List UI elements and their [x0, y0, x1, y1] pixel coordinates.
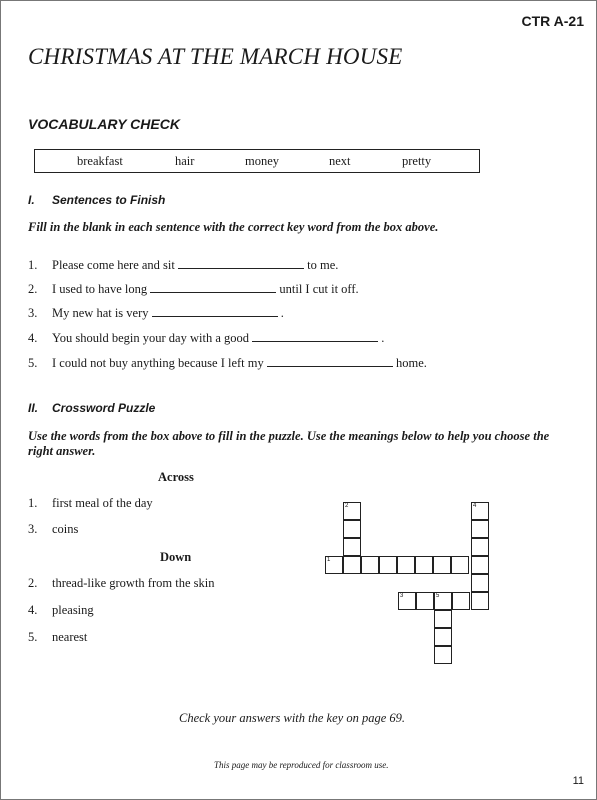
- sentence-item: [28, 331, 384, 346]
- section-2-number: II.: [28, 401, 39, 415]
- item-number: 1.: [28, 258, 38, 272]
- section-1-title: Sentences to Finish: [52, 193, 166, 207]
- clue-item: [28, 603, 94, 618]
- clue-item: [28, 630, 87, 645]
- clue-number: 4.: [28, 603, 38, 617]
- crossword-cell[interactable]: [343, 520, 361, 538]
- sentence-text: You should begin your day with a good: [52, 331, 249, 345]
- crossword-cell[interactable]: [361, 556, 379, 574]
- sentence-text: I could not buy anything because I left my: [52, 356, 264, 370]
- crossword-cell[interactable]: [416, 592, 434, 610]
- cell-clue-number: 4: [473, 503, 477, 509]
- crossword-cell[interactable]: [325, 556, 343, 574]
- clue-text: nearest: [52, 630, 88, 644]
- crossword-cell[interactable]: [452, 592, 470, 610]
- answer-blank[interactable]: [252, 331, 378, 342]
- vocabulary-heading: VOCABULARY CHECK: [28, 116, 180, 132]
- crossword-cell[interactable]: [471, 556, 489, 574]
- across-heading: Across: [158, 470, 194, 484]
- clue-number: 3.: [28, 522, 38, 536]
- answer-blank[interactable]: [178, 258, 304, 269]
- crossword-cell[interactable]: [343, 538, 361, 556]
- sentence-item: [28, 258, 338, 273]
- item-number: 3.: [28, 306, 38, 320]
- clue-item: [28, 496, 153, 511]
- sentence-text: My new hat is very: [52, 306, 149, 320]
- section-2-instructions-line-1: Use the words from the box above to fill in the puzzle. Use the meanings below to help you choose the: [28, 429, 550, 443]
- clue-text: thread-like growth from the skin: [52, 576, 215, 590]
- crossword-cell[interactable]: [434, 628, 452, 646]
- section-1-number: I.: [28, 193, 35, 207]
- item-number: 4.: [28, 331, 38, 345]
- clue-number: 1.: [28, 496, 38, 510]
- section-2-heading: [28, 401, 155, 415]
- answer-blank[interactable]: [150, 282, 276, 293]
- crossword-cell[interactable]: [398, 592, 416, 610]
- sentence-text: I used to have long: [52, 282, 148, 296]
- crossword-cell[interactable]: [343, 502, 361, 520]
- clue-text: pleasing: [52, 603, 94, 617]
- sentence-text: .: [280, 306, 284, 320]
- sentence-text: home.: [396, 356, 427, 370]
- answer-blank[interactable]: [267, 356, 393, 367]
- crossword-cell[interactable]: [471, 592, 489, 610]
- clue-number: 2.: [28, 576, 38, 590]
- clue-number: 5.: [28, 630, 38, 644]
- crossword-cell[interactable]: [434, 592, 452, 610]
- word-next: next: [329, 154, 351, 168]
- sentence-text: until I cut it off.: [279, 282, 359, 296]
- sentence-text: to me.: [307, 258, 339, 272]
- section-2-title: Crossword Puzzle: [52, 401, 156, 415]
- answer-blank[interactable]: [152, 306, 278, 317]
- sentence-text: .: [381, 331, 385, 345]
- cell-clue-number: 5: [436, 593, 440, 599]
- word-pretty: pretty: [402, 154, 432, 168]
- down-heading: Down: [160, 550, 192, 564]
- crossword-cell[interactable]: [415, 556, 433, 574]
- section-2-instructions-line-2: right answer.: [28, 444, 96, 458]
- clue-text: first meal of the day: [52, 496, 153, 510]
- sentence-item: [28, 282, 359, 297]
- crossword-cell[interactable]: [397, 556, 415, 574]
- word-hair: hair: [175, 154, 195, 168]
- cell-clue-number: 1: [327, 557, 331, 563]
- word-breakfast: breakfast: [77, 154, 123, 168]
- crossword-cell[interactable]: [379, 556, 397, 574]
- crossword-cell[interactable]: [471, 574, 489, 592]
- section-1-instructions: Fill in the blank in each sentence with the correct key word from the box above.: [28, 220, 439, 234]
- crossword-cell[interactable]: [433, 556, 451, 574]
- cell-clue-number: 3: [400, 593, 404, 599]
- page-number: 11: [572, 775, 584, 787]
- page-title: CHRISTMAS AT THE MARCH HOUSE: [28, 44, 403, 69]
- clue-item: [28, 576, 214, 591]
- item-number: 2.: [28, 282, 38, 296]
- word-box: [34, 149, 480, 173]
- clue-text: coins: [52, 522, 79, 536]
- page-code: CTR A-21: [521, 13, 584, 29]
- item-number: 5.: [28, 356, 38, 370]
- crossword-cell[interactable]: [434, 646, 452, 664]
- crossword-cell[interactable]: [471, 502, 489, 520]
- sentence-text: Please come here and sit: [52, 258, 175, 272]
- reproduction-note: This page may be reproduced for classroom use.: [214, 760, 389, 770]
- sentence-item: [28, 306, 284, 321]
- crossword-cell[interactable]: [471, 538, 489, 556]
- clue-item: [28, 522, 78, 537]
- answer-key-note: Check your answers with the key on page 69.: [179, 711, 405, 725]
- cell-clue-number: 2: [345, 503, 349, 509]
- crossword-cell[interactable]: [434, 610, 452, 628]
- word-money: money: [245, 154, 280, 168]
- sentence-item: [28, 356, 427, 371]
- crossword-cell[interactable]: [451, 556, 469, 574]
- crossword-cell[interactable]: [471, 520, 489, 538]
- section-1-heading: [28, 193, 165, 207]
- crossword-cell[interactable]: [343, 556, 361, 574]
